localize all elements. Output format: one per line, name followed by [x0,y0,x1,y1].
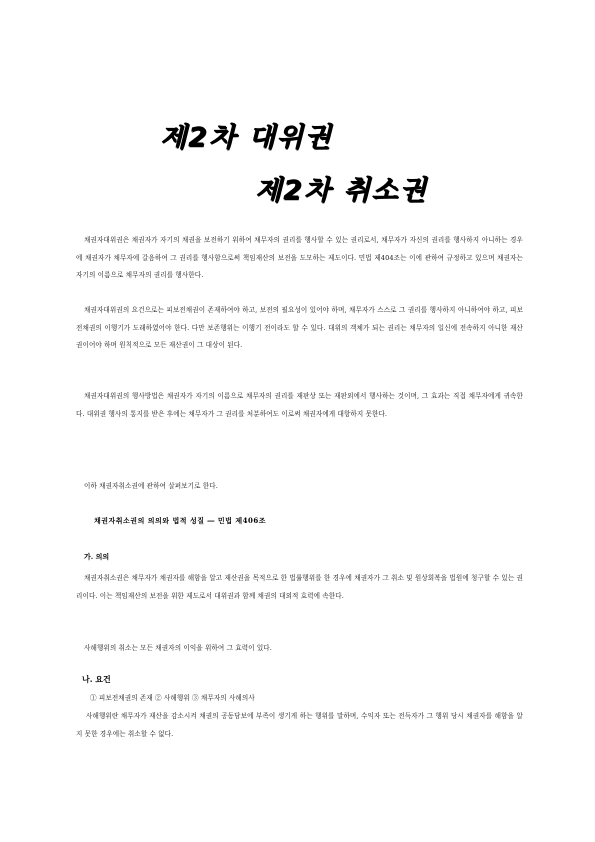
subheading: 채권자취소권의 의의와 법적 성질 ― 민법 제406조 [94,516,266,525]
paragraph-5: 채권자취소권은 채무자가 채권자를 해함을 알고 재산권을 목적으로 한 법률행위를 한 경우에 채권자가 그 취소 및 원상회복을 법원에 청구할 수 있는 권리이다. 이는 책임재산의 보전을 위한 제도로서 대위권과 함께 채권의 대외적 효력에 속한다. [76,574,523,600]
paragraph-8: 사해행위란 채무자가 재산을 감소시켜 채권의 공동담보에 부족이 생기게 하는 행위를 말하며, 수익자 또는 전득자가 그 행위 당시 채권자를 해함을 알지 못한 경우에는 취소할 수 없다. [76,712,523,738]
title-line-2: 제2차 취소권 [255,175,428,206]
small-heading: 가. 의의 [84,552,110,561]
section-heading: 나. 요건 [82,674,111,684]
title-line-1: 제2차 대위권 [160,122,333,153]
paragraph-3: 채권자대위권의 행사방법은 채권자가 자기의 이름으로 채무자의 권리를 재판상 또는 재판외에서 행사하는 것이며, 그 효과는 직접 채무자에게 귀속한다. 대위권 행사의 통지를 받은 후에는 채무자가 그 권리를 처분하여도 이로써 채권자에게 대항하지 못한다. [76,392,523,418]
paragraph-4: 이하 채권자취소권에 관하여 살펴보기로 한다. [84,482,218,490]
paragraph-7: ① 피보전채권의 존재 ② 사해행위 ③ 채무자의 사해의사 [90,694,255,702]
paragraph-2: 채권자대위권의 요건으로는 피보전채권이 존재하여야 하고, 보전의 필요성이 있어야 하며, 채무자가 스스로 그 권리를 행사하지 아니하여야 하고, 피보전채권의 이행기가 도래하였어야 한다. 다만 보존행위는 이행기 전이라도 할 수 있다. 대위의 객체가 되는 권리는 채무자의 일신에 전속하지 아니한 재산권이어야 하며 원칙적으로 모든 재산권이 그 대상이 된다. [76,306,523,350]
paragraph-6: 사해행위의 취소는 모든 채권자의 이익을 위하여 그 효력이 있다. [84,644,272,652]
paragraph-1: 채권자대위권은 채권자가 자기의 채권을 보전하기 위하여 채무자의 권리를 행사할 수 있는 권리로서, 채무자가 자신의 권리를 행사하지 아니하는 경우에 채권자가 채무자에 갈음하여 그 권리를 행사함으로써 책임재산의 보전을 도모하는 제도이다. 민법 제404조는 이에 관하여 규정하고 있으며 채권자는 자기의 이름으로 채무자의 권리를 행사한다. [76,236,523,280]
